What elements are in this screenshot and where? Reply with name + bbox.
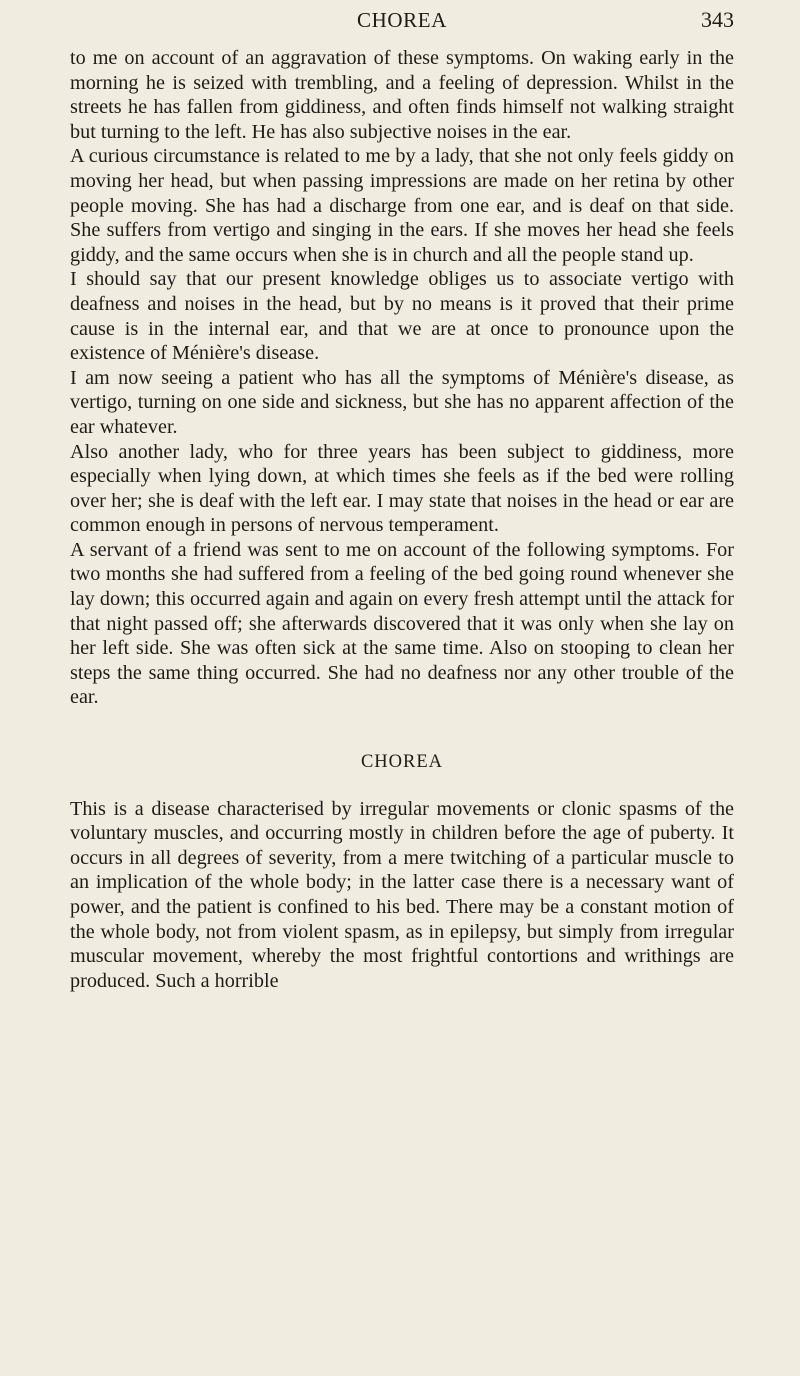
- running-head: [70, 0, 734, 46]
- page-number: 343: [701, 7, 734, 32]
- paragraph-chorea-definition: This is a disease characterised by irregular movements or clonic spasms of the voluntary muscles, and occurring mostly in children before the age of puberty. It occurs in all degrees of severity, from a mere twitching of a particular muscle to an implication of the whole body; in the latter case there is a necessary want of power, and the patient is confined to his bed. There may be a constant motion of the whole body, not from violent spasm, as in epilepsy, but simply from irregular muscular movement, whereby the most frightful contortions and writhings are produced. Such a horrible: [70, 797, 734, 992]
- paragraph-servant: A servant of a friend was sent to me on account of the following symptoms. For two months she had suffered from a feeling of the bed going round whenever she lay down; this occurred again and again on every fresh attempt until the attack for that night passed off; she afterwards discovered that it was only when she lay on her left side. She was often sick at the same time. Also on stooping to clean her steps the same thing occurred. She had no deafness nor any other trouble of the ear.: [70, 538, 734, 709]
- paragraph-patient-menieres: I am now seeing a patient who has all the symptoms of Ménière's disease, as vertigo, turning on one side and sickness, but she has no apparent affection of the ear whatever.: [70, 366, 734, 438]
- paragraph-continuation: to me on account of an aggravation of these symptoms. On waking early in the morning he is seized with trembling, and a feeling of depression. Whilst in the streets he has fallen from giddiness, and often finds himself not walking straight but turning to the left. He has also subjective noises in the ear.: [70, 47, 734, 143]
- paragraph-present-knowledge: I should say that our present knowledge obliges us to associate vertigo with deafness and noises in the head, but by no means is it proved that their prime cause is in the internal ear, and that we are at once to pronounce upon the existence of Ménière's disease.: [70, 268, 734, 365]
- body-text: [70, 46, 734, 993]
- paragraph-curious-circumstance: A curious circumstance is related to me by a lady, that she not only feels giddy on moving her head, but when passing impressions are made on her retina by other people moving. She has had a discharge from one ear, and is deaf on that side. She suffers from vertigo and singing in the ears. If she moves her head she feels giddy, and the same occurs when she is in church and all the people stand up.: [70, 145, 734, 266]
- paragraph-another-lady: Also another lady, who for three years has been subject to giddiness, more especially when lying down, at which times she feels as if the bed were rolling over her; she is deaf with the left ear. I may state that noises in the head or ear are common enough in persons of nervous temperament.: [70, 440, 734, 537]
- section-heading-chorea: CHOREA: [360, 752, 444, 773]
- running-title: CHOREA: [357, 8, 447, 32]
